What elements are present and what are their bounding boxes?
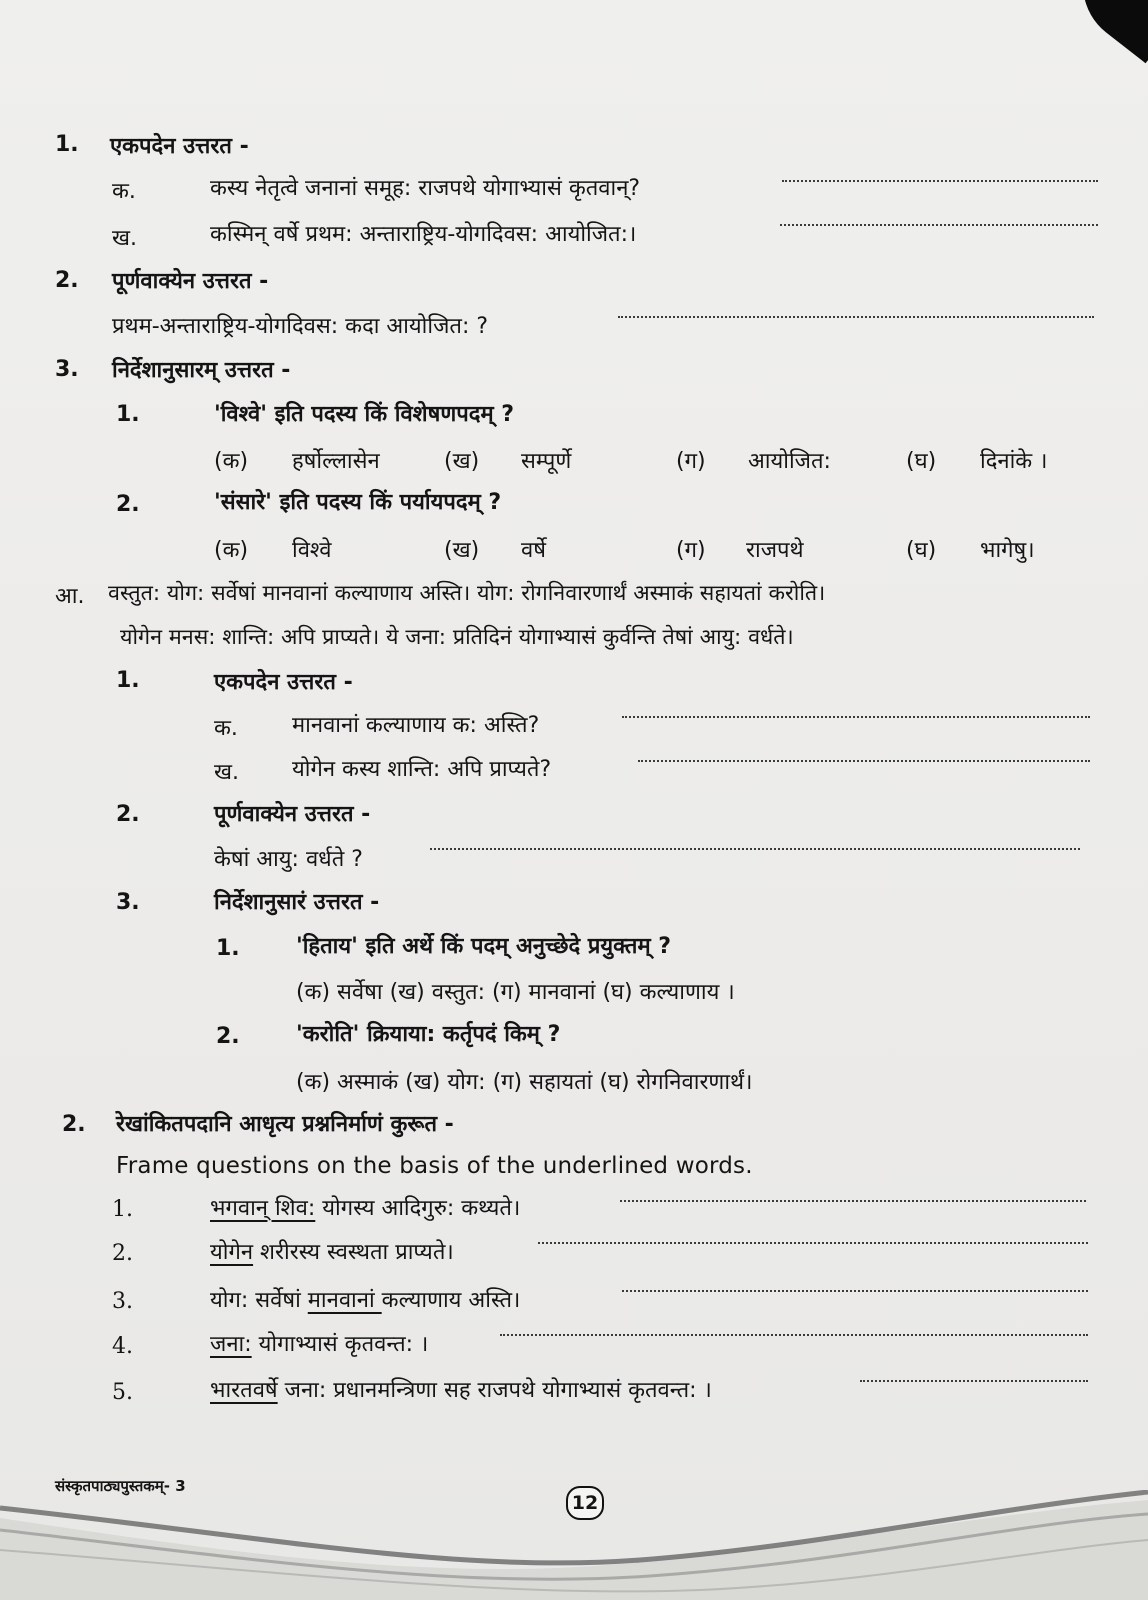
q4-english-instruction: Frame questions on the basis of the underlined words. (116, 1153, 753, 1179)
q4-item (210, 1284, 520, 1314)
q4-item-number: 5. (112, 1380, 133, 1405)
option-label[interactable]: (घ) (906, 538, 937, 563)
p3-sub-number: 2. (216, 1024, 240, 1049)
q2-number: 2. (55, 268, 79, 293)
option-label[interactable]: (ख) (444, 449, 480, 474)
p3-number: 3. (116, 890, 140, 915)
option-label[interactable]: (ग) (676, 538, 706, 563)
option-label[interactable]: (ग) (676, 449, 706, 474)
underlined-word: योगेन (210, 1240, 254, 1265)
answer-line[interactable] (500, 1334, 1088, 1336)
q4-heading: रेखांकितपदानि आधृत्य प्रश्ननिर्माणं कुरूत - (116, 1112, 454, 1137)
answer-line[interactable] (618, 316, 1094, 318)
p3-sub-number: 1. (216, 936, 240, 961)
q4-item-number: 3. (112, 1289, 133, 1314)
underlined-word: मानवानां (307, 1288, 382, 1313)
q4-item-pre: योग: सर्वेषां (210, 1288, 308, 1313)
q4-item-number: 4. (112, 1334, 133, 1359)
answer-line[interactable] (430, 848, 1080, 850)
underlined-word: भारतवर्षे (210, 1378, 278, 1403)
p3-options[interactable]: (क) सर्वेषा (ख) वस्तुत: (ग) मानवानां (घ) कल्याणाय । (296, 980, 735, 1005)
q4-item (210, 1328, 428, 1358)
p2-number: 2. (116, 802, 140, 827)
option-text[interactable]: भागेषु। (980, 538, 1035, 563)
q1-item-text: कस्मिन् वर्षे प्रथम: अन्ताराष्ट्रिय-योगदिवस: आयोजित:। (210, 222, 637, 247)
passage-mark: आ. (55, 584, 85, 609)
q4-item (210, 1236, 454, 1266)
q3-heading: निर्देशानुसारम् उत्तरत - (112, 358, 291, 383)
p1-heading: एकपदेन उत्तरत - (214, 670, 353, 695)
option-text[interactable]: हर्षोल्लासेन (292, 449, 380, 474)
q4-item (210, 1192, 520, 1222)
underlined-word: जना: (210, 1332, 252, 1357)
option-text[interactable]: राजपथे (746, 538, 804, 563)
option-label[interactable]: (क) (214, 449, 249, 474)
p3-sub-question: 'करोति' क्रियाया: कर्तृपदं किम् ? (296, 1022, 561, 1047)
option-label[interactable]: (क) (214, 538, 249, 563)
q1-number: 1. (55, 132, 79, 157)
q1-heading: एकपदेन उत्तरत - (110, 134, 249, 159)
scan-shadow-corner (1059, 0, 1148, 63)
option-label[interactable]: (ख) (444, 538, 480, 563)
option-text[interactable]: वर्षे (521, 538, 546, 563)
passage-line: वस्तुत: योग: सर्वेषां मानवानां कल्याणाय अस्ति। योग: रोगनिवारणार्थं अस्माकं सहायतां करोति। (108, 581, 826, 606)
q4-item (210, 1374, 712, 1404)
option-label[interactable]: (घ) (906, 449, 937, 474)
q1-item-mark: ख. (112, 226, 137, 251)
answer-line[interactable] (638, 760, 1090, 762)
answer-line[interactable] (780, 224, 1098, 226)
q4-item-number: 1. (112, 1197, 133, 1222)
answer-line[interactable] (620, 1200, 1086, 1202)
q3-sub-question: 'संसारे' इति पदस्य किं पर्यायपदम् ? (214, 490, 502, 515)
q1-item-text: कस्य नेतृत्वे जनानां समूह: राजपथे योगाभ्यासं कृतवान्? (210, 176, 641, 201)
p3-heading: निर्देशानुसारं उत्तरत - (214, 890, 380, 915)
q4-item-number: 2. (112, 1241, 133, 1266)
q3-sub-number: 2. (116, 492, 140, 517)
q4-item-post: कल्याणाय अस्ति। (381, 1288, 521, 1313)
answer-line[interactable] (622, 716, 1090, 718)
answer-line[interactable] (622, 1290, 1088, 1292)
q4-item-post: योगस्य आदिगुरु: कथ्यते। (315, 1196, 521, 1221)
underlined-word: भगवान् शिव: (210, 1196, 316, 1221)
q2-heading: पूर्णवाक्येन उत्तरत - (112, 269, 269, 294)
q3-number: 3. (55, 357, 79, 382)
page-number: 12 (566, 1486, 604, 1520)
book-title: संस्कृतपाठ्यपुस्तकम्- 3 (55, 1477, 186, 1495)
q3-sub-number: 1. (116, 402, 140, 427)
q2-text: प्रथम-अन्ताराष्ट्रिय-योगदिवस: कदा आयोजित: ? (112, 314, 489, 339)
passage-line: योगेन मनस: शान्ति: अपि प्राप्यते। ये जना: प्रतिदिनं योगाभ्यासं कुर्वन्ति तेषां आयु: वर्धते। (120, 625, 794, 650)
p3-options[interactable]: (क) अस्माकं (ख) योग: (ग) सहायतां (घ) रोगनिवारणार्थं। (296, 1070, 753, 1095)
decorative-wave (0, 1490, 1148, 1600)
option-text[interactable]: सम्पूर्णे (521, 449, 572, 474)
p2-heading: पूर्णवाक्येन उत्तरत - (214, 802, 371, 827)
q4-item-post: जना: प्रधानमन्त्रिणा सह राजपथे योगाभ्यासं कृतवन्त: । (277, 1378, 712, 1403)
p3-sub-question: 'हिताय' इति अर्थे किं पदम् अनुच्छेदे प्रयुक्तम् ? (296, 934, 672, 959)
option-text[interactable]: आयोजित: (748, 449, 831, 474)
q3-sub-question: 'विश्वे' इति पदस्य किं विशेषणपदम् ? (214, 402, 515, 427)
answer-line[interactable] (782, 180, 1098, 182)
p1-item-text: मानवानां कल्याणाय क: अस्ति? (292, 713, 540, 738)
option-text[interactable]: दिनांके । (980, 449, 1048, 474)
answer-line[interactable] (538, 1242, 1088, 1244)
p2-text: केषां आयु: वर्धते ? (214, 847, 363, 872)
option-text[interactable]: विश्वे (292, 538, 332, 563)
q4-number: 2. (62, 1112, 86, 1137)
q4-item-post: शरीरस्य स्वस्थता प्राप्यते। (253, 1240, 454, 1265)
p1-item-mark: क. (214, 716, 238, 741)
p1-item-mark: ख. (214, 760, 239, 785)
answer-line[interactable] (860, 1380, 1088, 1382)
p1-number: 1. (116, 668, 140, 693)
q1-item-mark: क. (112, 179, 136, 204)
p1-item-text: योगेन कस्य शान्ति: अपि प्राप्यते? (292, 757, 552, 782)
q4-item-post: योगाभ्यासं कृतवन्त: । (251, 1332, 429, 1357)
